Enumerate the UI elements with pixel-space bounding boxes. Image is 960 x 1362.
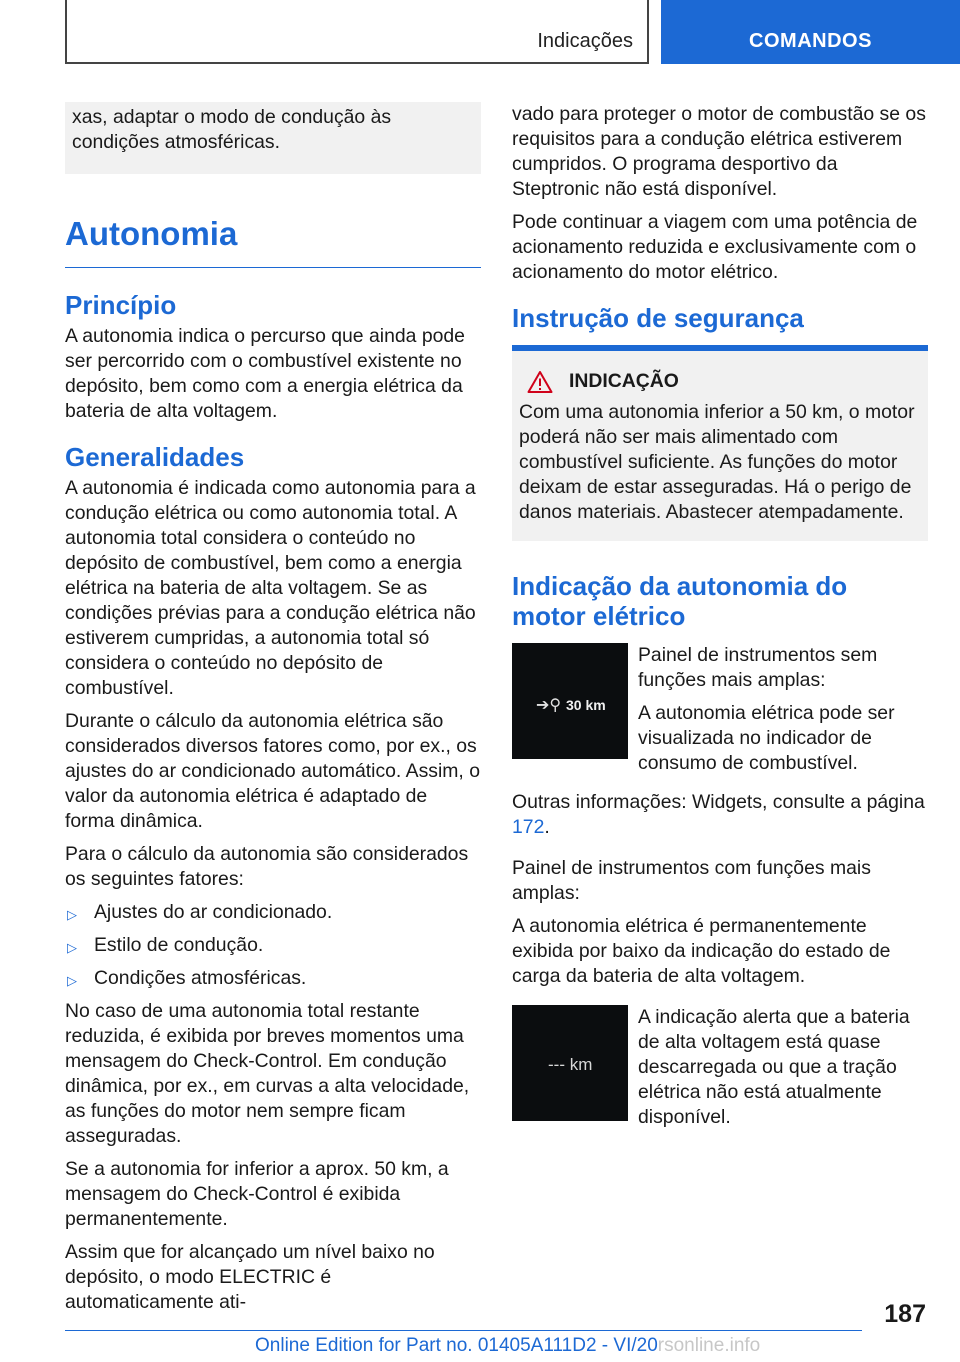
warning-box bbox=[512, 351, 928, 541]
factors-list bbox=[65, 900, 481, 991]
generalidades-p4: No caso de uma autonomia total restante reduzida, é exibida por breves momentos uma mensagem do Check-Control. Em condução dinâmica, por ex., em curvas a alta velocidade, as funções do motor nem sempre ficam asseguradas. bbox=[65, 1000, 470, 1147]
footer-edition bbox=[255, 1335, 760, 1357]
continued-note-box bbox=[65, 102, 481, 174]
range-display-unavailable: --- km bbox=[548, 1055, 593, 1074]
range-display-row-2 bbox=[512, 1005, 928, 1138]
generalidades-p6: Assim que for alcançado um nível baixo no depósito, o modo ELECTRIC é automaticamente ati- bbox=[65, 1241, 435, 1313]
list-item: ▷ Ajustes do ar condicionado. bbox=[65, 900, 481, 925]
panel-extended-desc: A autonomia elétrica é permanentemente exibida por baixo da indicação do estado de carga da bateria de alta voltagem. bbox=[512, 915, 891, 987]
header-section-tab bbox=[65, 0, 649, 64]
heading-generalidades: Generalidades bbox=[65, 442, 245, 472]
warning-text: Com uma autonomia inferior a 50 km, o motor poderá não ser mais alimentado com combustível suficiente. As funções do motor deixam de estar asseguradas. Há o perigo de danos materiais. Abastecer atempadamente. bbox=[519, 401, 915, 523]
range-display-row-1 bbox=[512, 643, 928, 784]
range-display-image-basic bbox=[512, 643, 628, 759]
continued-note-text: xas, adaptar o modo de condução às condições atmosféricas. bbox=[72, 106, 392, 153]
footer-divider bbox=[65, 1330, 862, 1331]
triangle-bullet-icon: ▷ bbox=[67, 907, 77, 922]
left-column bbox=[65, 102, 481, 1323]
panel-extended-text: Painel de instrumentos com funções mais amplas: bbox=[512, 857, 871, 904]
header-chapter-label: COMANDOS bbox=[749, 30, 872, 52]
generalidades-p3: Para o cálculo da autonomia são considerados os seguintes fatores: bbox=[65, 843, 469, 890]
header-section-label: Indicações bbox=[537, 30, 633, 52]
principio-text: A autonomia indica o percurso que ainda pode ser percorrido com o combustível existente no depósito, bem como com a energia elétrica da bateria de alta voltagem. bbox=[65, 325, 465, 422]
footer-edition-text: Online Edition for Part no. 01405A111D2 - VI/20 bbox=[255, 1335, 658, 1356]
page-title: Autonomia bbox=[65, 214, 481, 268]
header-chapter-tab bbox=[661, 0, 960, 64]
heading-safety: Instrução de segurança bbox=[512, 303, 928, 351]
heading-indicacao: Indicação da autonomia do motor elétrico bbox=[512, 571, 848, 631]
low-battery-text: A indicação alerta que a bateria de alta voltagem está quase descarregada ou que a tração elétrica não está atualmente disponível. bbox=[638, 1006, 910, 1128]
panel-basic-desc: A autonomia elétrica pode ser visualizada no indicador de consumo de combustível. bbox=[638, 702, 895, 774]
page-number: 187 bbox=[884, 1300, 926, 1328]
page-reference-link[interactable]: 172 bbox=[512, 816, 545, 838]
generalidades-p5: Se a autonomia for inferior a aprox. 50 km, a mensagem do Check-Control é exibida permanentemente. bbox=[65, 1158, 449, 1230]
heading-principio: Princípio bbox=[65, 290, 177, 320]
footer-watermark: rsonline.info bbox=[657, 1335, 761, 1356]
generalidades-p2: Durante o cálculo da autonomia elétrica são considerados diversos fatores como, por ex., os ajustes do ar condicionado automático. Assim, o valor da autonomia elétrica é adaptado de forma dinâmica. bbox=[65, 710, 480, 832]
generalidades-p1: A autonomia é indicada como autonomia para a condução elétrica ou como autonomia total. A autonomia total considera o conteúdo no depósito de combustível, bem como a energia elétrica na bateria de alta voltagem. Se as condições prévias para a condução elétrica não estiverem cumpridas, a autonomia total só considera o conteúdo no depósito de combustível. bbox=[65, 477, 476, 699]
right-column bbox=[512, 102, 928, 1144]
list-item: ▷ Condições atmosféricas. bbox=[65, 966, 481, 991]
more-info-text: Outras informações: Widgets, consulte a página 172. bbox=[512, 791, 925, 838]
warning-label: INDICAÇÃO bbox=[569, 370, 679, 392]
range-display-value: 30 km bbox=[566, 697, 606, 713]
list-item: ▷ Estilo de condução. bbox=[65, 933, 481, 958]
panel-basic-text: Painel de instrumentos sem funções mais amplas: bbox=[638, 644, 878, 691]
continued-paragraph-2: Pode continuar a viagem com uma potência de acionamento reduzida e exclusivamente com o acionamento do motor elétrico. bbox=[512, 211, 918, 283]
continued-paragraph: vado para proteger o motor de combustão se os requisitos para a condução elétrica estiverem cumpridos. O programa desportivo da Steptronic não está disponível. bbox=[512, 103, 926, 200]
electric-drive-icon: ➔⚲ bbox=[536, 697, 562, 714]
warning-triangle-icon bbox=[527, 370, 553, 394]
triangle-bullet-icon: ▷ bbox=[67, 940, 77, 955]
triangle-bullet-icon: ▷ bbox=[67, 973, 77, 988]
range-display-image-extended bbox=[512, 1005, 628, 1121]
